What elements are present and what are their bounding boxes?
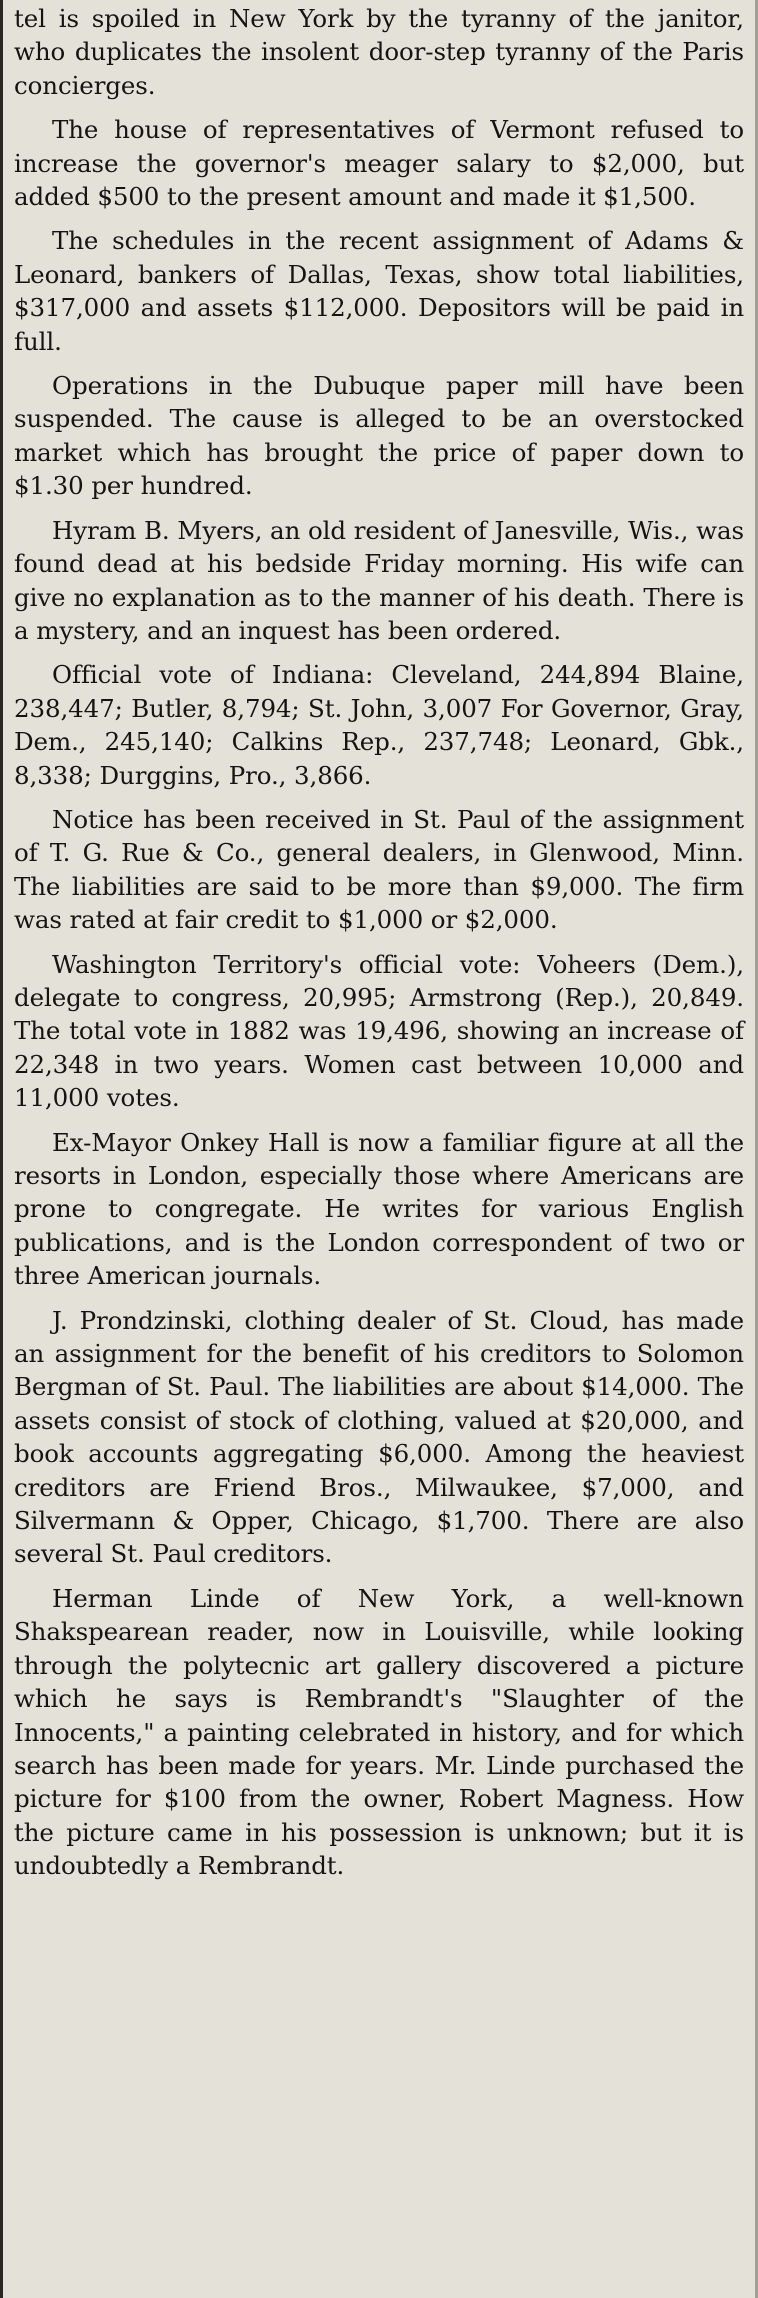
news-item: Operations in the Dubuque paper mill have been suspended. The cause is alleged to be an overstocked market which has brought the price of paper down to $1.30 per hundred. [14,371,744,501]
column-rule-left [0,0,3,2298]
news-item: Herman Linde of New York, a well-known Shakspearean reader, now in Louisville, while looking through the polytecnic art gallery discovered a picture which he says is Rembrandt's "Slaughter of the Innocents," a painting celebrated in history, and for which search has been made for years. Mr. Linde purchased the picture for $100 from the owner, Robert Magness. How the picture came in his possession is unknown; but it is undoubtedly a Rembrandt. [14,1583,744,1881]
news-item: J. Prondzinski, clothing dealer of St. Cloud, has made an assignment for the benefit of his creditors to Solomon Bergman of St. Paul. The liabilities are about $14,000. The assets consist of stock of clothing, valued at $20,000, and book accounts aggregating $6,000. Among the heaviest creditors are Friend Bros., Milwaukee, $7,000, and Silvermann & Opper, Chicago, $1,700. There are also several St. Paul creditors. [14,1305,744,1569]
news-item: Notice has been received in St. Paul of the assignment of T. G. Rue & Co., general dealers, in Glenwood, Minn. The liabilities are said to be more than $9,000. The firm was rated at fair credit to $1,000 or $2,000. [14,804,744,935]
news-item: Official vote of Indiana: Cleveland, 244,894 Blaine, 238,447; Butler, 8,794; St. John, 3,007 For Governor, Gray, Dem., 245,140; Calkins Rep., 237,748; Leonard, Gbk., 8,338; Durggins, Pro., 3,866. [14,660,744,790]
news-item: tel is spoiled in New York by the tyranny of the janitor, who duplicates the insolent door-step tyranny of the Paris concierges. [14,4,744,100]
news-item: The house of representatives of Vermont refused to increase the governor's meager salary to $2,000, but added $500 to the present amount and made it $1,500. [14,115,744,212]
news-item: Washington Territory's official vote: Voheers (Dem.), delegate to congress, 20,995; Armstrong (Rep.), 20,849. The total vote in 1882 was 19,496, showing an increase of 22,348 in two years. Women cast between 10,000 and 11,000 votes. [14,949,744,1113]
news-item: Hyram B. Myers, an old resident of Janesville, Wis., was found dead at his bedside Friday morning. His wife can give no explanation as to the manner of his death. There is a mystery, and an inquest has been ordered. [14,515,744,645]
news-item: Ex-Mayor Onkey Hall is now a familiar figure at all the resorts in London, especially those where Americans are prone to congregate. He writes for various English publications, and is the London correspondent of two or three American journals. [14,1127,744,1291]
news-item: The schedules in the recent assignment of Adams & Leonard, bankers of Dallas, Texas, show total liabilities, $317,000 and assets $112,000. Depositors will be paid in full. [14,226,744,356]
